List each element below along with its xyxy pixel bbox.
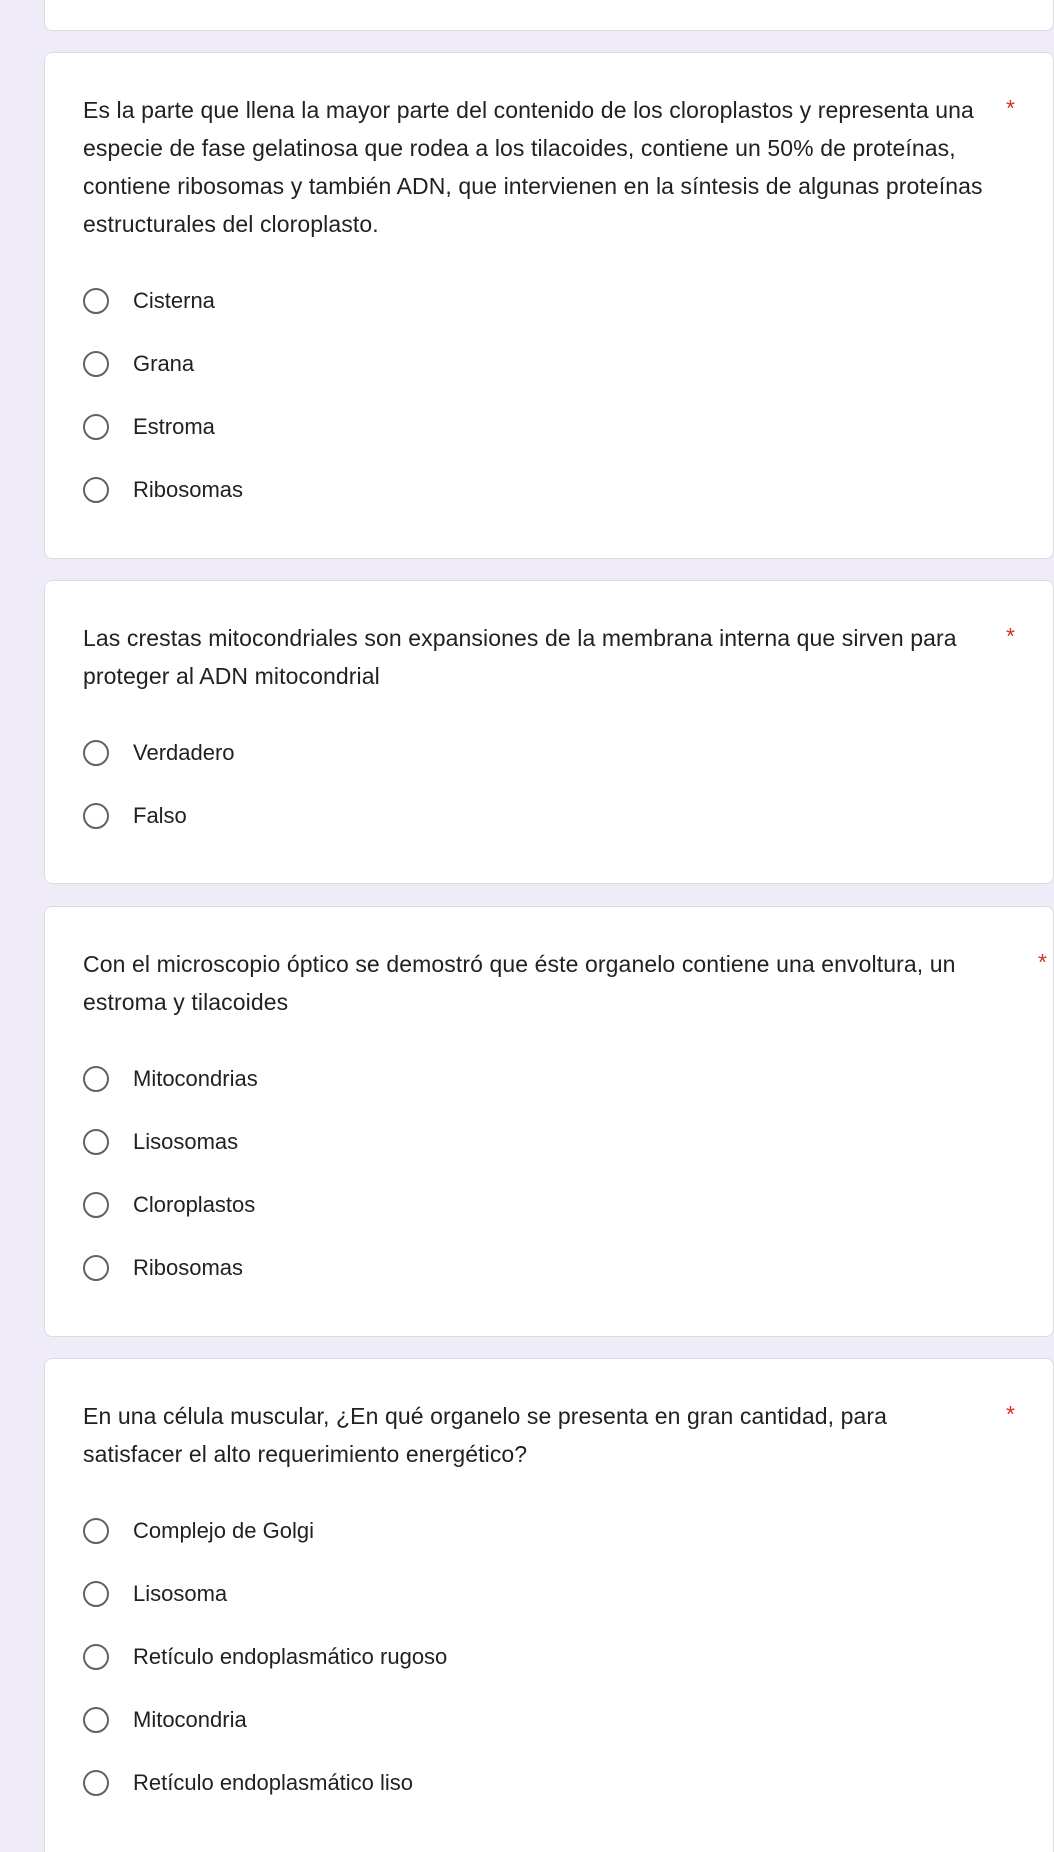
question-header	[45, 53, 1053, 243]
option-label: Grana	[133, 350, 195, 376]
option-label: Cloroplastos	[133, 1191, 256, 1217]
radio-option[interactable]	[45, 721, 1053, 784]
question-card	[44, 580, 1054, 884]
question-card	[44, 1358, 1054, 1852]
radio-button-icon[interactable]	[83, 288, 109, 314]
option-label: Lisosomas	[133, 1128, 239, 1154]
option-label: Retículo endoplasmático liso	[133, 1769, 414, 1795]
radio-button-icon[interactable]	[83, 1066, 109, 1092]
question-text: En una célula muscular, ¿En qué organelo se presenta en gran cantidad, para satisfacer el alto requerimiento energético?	[83, 1403, 888, 1467]
question-card	[44, 52, 1054, 559]
radio-option[interactable]	[45, 458, 1053, 521]
option-label: Verdadero	[133, 739, 235, 765]
radio-option[interactable]	[45, 1047, 1053, 1110]
radio-button-icon[interactable]	[83, 1644, 109, 1670]
radio-option[interactable]	[45, 1499, 1053, 1562]
question-header	[45, 581, 1053, 695]
radio-button-icon[interactable]	[83, 351, 109, 377]
option-label: Retículo endoplasmático rugoso	[133, 1643, 448, 1669]
question-text: Es la parte que llena la mayor parte del contenido de los cloroplastos y representa una especie de fase gelatinosa que rodea a los tilacoides, contiene un 50% de proteínas, contiene ribosomas y también ADN, que intervienen en la síntesis de algunas proteínas estructurales del cloroplasto.	[83, 97, 983, 237]
radio-option[interactable]	[45, 1688, 1053, 1751]
option-label: Ribosomas	[133, 1254, 244, 1280]
radio-button-icon[interactable]	[83, 1129, 109, 1155]
radio-option[interactable]	[45, 784, 1053, 847]
radio-button-icon[interactable]	[83, 1255, 109, 1281]
radio-option[interactable]	[45, 1625, 1053, 1688]
radio-option[interactable]	[45, 332, 1053, 395]
option-label: Falso	[133, 802, 187, 828]
required-asterisk: *	[1006, 95, 1015, 121]
radio-option[interactable]	[45, 1751, 1053, 1814]
required-asterisk: *	[1006, 623, 1015, 649]
question-text: Con el microscopio óptico se demostró que éste organelo contiene una envoltura, un estroma y tilacoides	[83, 951, 956, 1015]
option-label: Lisosoma	[133, 1580, 228, 1606]
radio-option[interactable]	[45, 1173, 1053, 1236]
radio-option[interactable]	[45, 1110, 1053, 1173]
radio-button-icon[interactable]	[83, 1192, 109, 1218]
radio-button-icon[interactable]	[83, 803, 109, 829]
radio-button-icon[interactable]	[83, 1518, 109, 1544]
option-label: Ribosomas	[133, 476, 244, 502]
required-asterisk: *	[1038, 949, 1047, 975]
radio-button-icon[interactable]	[83, 477, 109, 503]
required-asterisk: *	[1006, 1401, 1015, 1427]
previous-question-card	[44, 0, 1054, 31]
option-label: Mitocondria	[133, 1706, 247, 1732]
radio-button-icon[interactable]	[83, 740, 109, 766]
radio-option[interactable]	[45, 395, 1053, 458]
question-header	[45, 907, 1053, 1021]
radio-group	[45, 1047, 1053, 1299]
radio-button-icon[interactable]	[83, 1707, 109, 1733]
radio-option[interactable]	[45, 1562, 1053, 1625]
question-text: Las crestas mitocondriales son expansiones de la membrana interna que sirven para proteger al ADN mitocondrial	[83, 625, 957, 689]
option-label: Complejo de Golgi	[133, 1517, 314, 1543]
radio-group	[45, 721, 1053, 847]
option-label: Cisterna	[133, 287, 215, 313]
radio-button-icon[interactable]	[83, 1770, 109, 1796]
question-card	[44, 906, 1054, 1337]
radio-group	[45, 269, 1053, 521]
radio-group	[45, 1499, 1053, 1814]
radio-option[interactable]	[45, 1236, 1053, 1299]
option-label: Estroma	[133, 413, 215, 439]
question-header	[45, 1359, 1053, 1473]
radio-button-icon[interactable]	[83, 414, 109, 440]
option-label: Mitocondrias	[133, 1065, 258, 1091]
radio-option[interactable]	[45, 269, 1053, 332]
radio-button-icon[interactable]	[83, 1581, 109, 1607]
